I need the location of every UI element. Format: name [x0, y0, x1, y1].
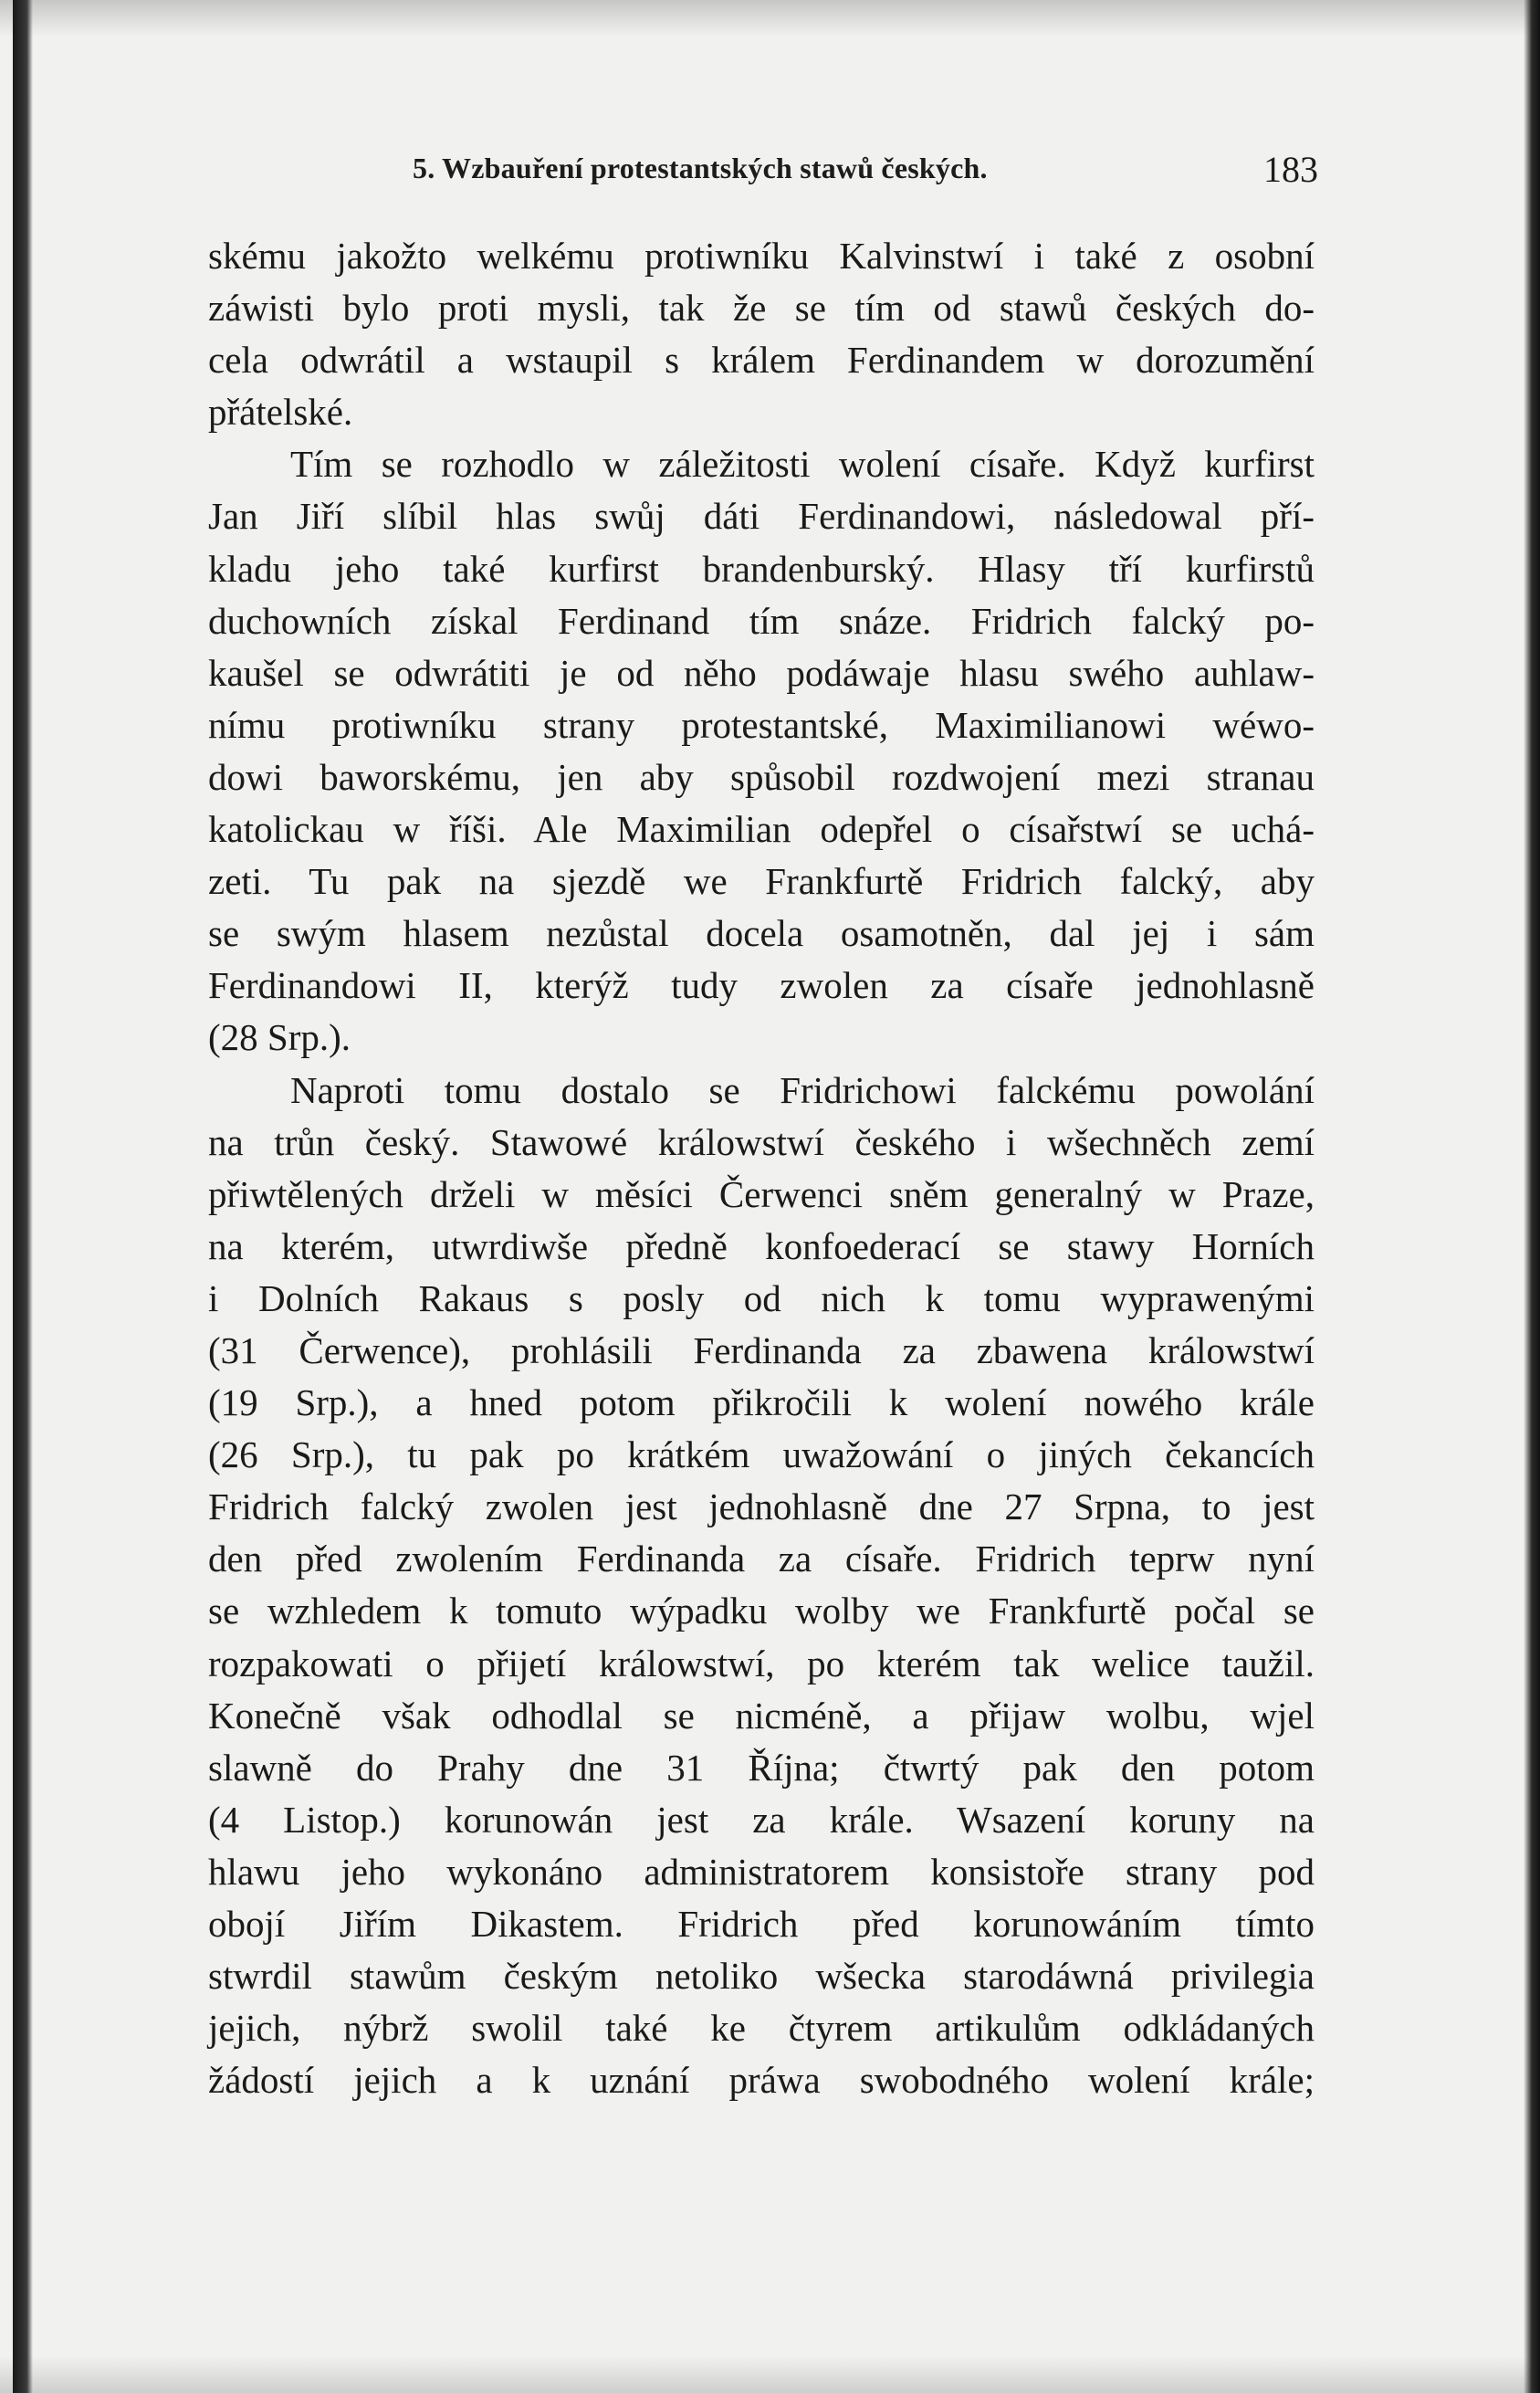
text-line: dowi baworskému, jen aby spůsobil rozdwojení mezi stranau [208, 755, 1315, 798]
page-number: 183 [1263, 149, 1318, 190]
text-line: i Dolních Rakaus s posly od nich k tomu wyprawenými [208, 1276, 1315, 1319]
page-edge-right [1524, 0, 1540, 2393]
text-line: se wzhledem k tomuto wýpadku wolby we Frankfurtě počal se [208, 1590, 1315, 1632]
top-shadow [0, 0, 1540, 37]
text-line: Fridrich falcký zwolen jest jednohlasně dne 27 Srpna, to jest [208, 1485, 1315, 1528]
text-line: (19 Srp.), a hned potom přikročili k wolení nowého krále [208, 1381, 1315, 1424]
text-line: duchowních získal Ferdinand tím snáze. Fridrich falcký po- [208, 599, 1315, 642]
text-line: hlawu jeho wykonáno administratorem konsistoře strany pod [208, 1850, 1315, 1893]
text-line: zeti. Tu pak na sjezdě we Frankfurtě Fridrich falcký, aby [208, 860, 1315, 903]
bottom-shadow [0, 2356, 1540, 2393]
text-line: (26 Srp.), tu pak po krátkém uwažowání o jiných čekancích [208, 1433, 1315, 1476]
text-line: (28 Srp.). [208, 1016, 351, 1059]
text-line: Konečně však odhodlal se nicméně, a přijaw wolbu, wjel [208, 1694, 1315, 1737]
text-line: na trůn český. Stawowé králowstwí českého i wšechněch zemí [208, 1120, 1315, 1163]
text-line: přátelské. [208, 391, 353, 434]
text-line: Tím se rozhodlo w záležitosti wolení císaře. Když kurfirst [290, 443, 1315, 486]
text-line: jejich, nýbrž swolil také ke čtyrem artikulům odkládaných [208, 2007, 1315, 2050]
text-line: slawně do Prahy dne 31 Října; čtwrtý pak den potom [208, 1746, 1315, 1789]
text-line: katolickau w říši. Ale Maximilian odepřel o císařstwí se uchá- [208, 808, 1315, 851]
text-line: Ferdinandowi II, kterýž tudy zwolen za císaře jednohlasně [208, 964, 1315, 1007]
text-line: den před zwolením Ferdinanda za císaře. Fridrich teprw nyní [208, 1538, 1315, 1580]
text-line: se swým hlasem nezůstal docela osamotněn, dal jej i sám [208, 912, 1315, 955]
page-header [212, 144, 1318, 199]
text-line: nímu protiwníku strany protestantské, Maximilianowi wéwo- [208, 703, 1315, 746]
text-line: Naproti tomu dostalo se Fridrichowi falckému powolání [290, 1068, 1315, 1111]
text-line: na kterém, utwrdiwše předně konfoederací se stawy Horních [208, 1224, 1315, 1267]
text-line: kaušel se odwrátiti je od něho podáwaje hlasu swého auhlaw- [208, 651, 1315, 694]
text-line: rozpakowati o přijetí králowstwí, po kterém tak welice taužil. [208, 1642, 1315, 1685]
text-line: (31 Čerwence), prohlásili Ferdinanda za zbawena králowstwí [208, 1328, 1315, 1371]
running-head: 5. Wzbauření protestantských stawů českých. [413, 152, 988, 184]
text-line: obojí Jiřím Dikastem. Fridrich před korunowáním tímto [208, 1903, 1315, 1945]
text-body [208, 230, 1315, 2106]
text-line: skému jakožto welkému protiwníku Kalvinstwí i také z osobní [208, 235, 1315, 277]
text-line: kladu jeho také kurfirst brandenburský. Hlasy tří kurfirstů [208, 547, 1315, 590]
text-line: stwrdil stawům českým netoliko wšecka starodáwná privilegia [208, 1955, 1315, 1998]
text-line: žádostí jejich a k uznání práwa swobodného wolení krále; [208, 2059, 1315, 2102]
text-line: (4 Listop.) korunowán jest za krále. Wsazení koruny na [208, 1798, 1315, 1841]
text-line: přiwtělených drželi w měsíci Čerwenci sněm generalný w Praze, [208, 1172, 1315, 1215]
binding-edge [13, 0, 33, 2393]
text-line: cela odwrátil a wstaupil s králem Ferdinandem w dorozumění [208, 339, 1315, 382]
text-line: Jan Jiří slíbil hlas swůj dáti Ferdinandowi, následowal pří- [208, 495, 1315, 538]
text-line: záwisti bylo proti mysli, tak že se tím od stawů českých do- [208, 287, 1315, 330]
